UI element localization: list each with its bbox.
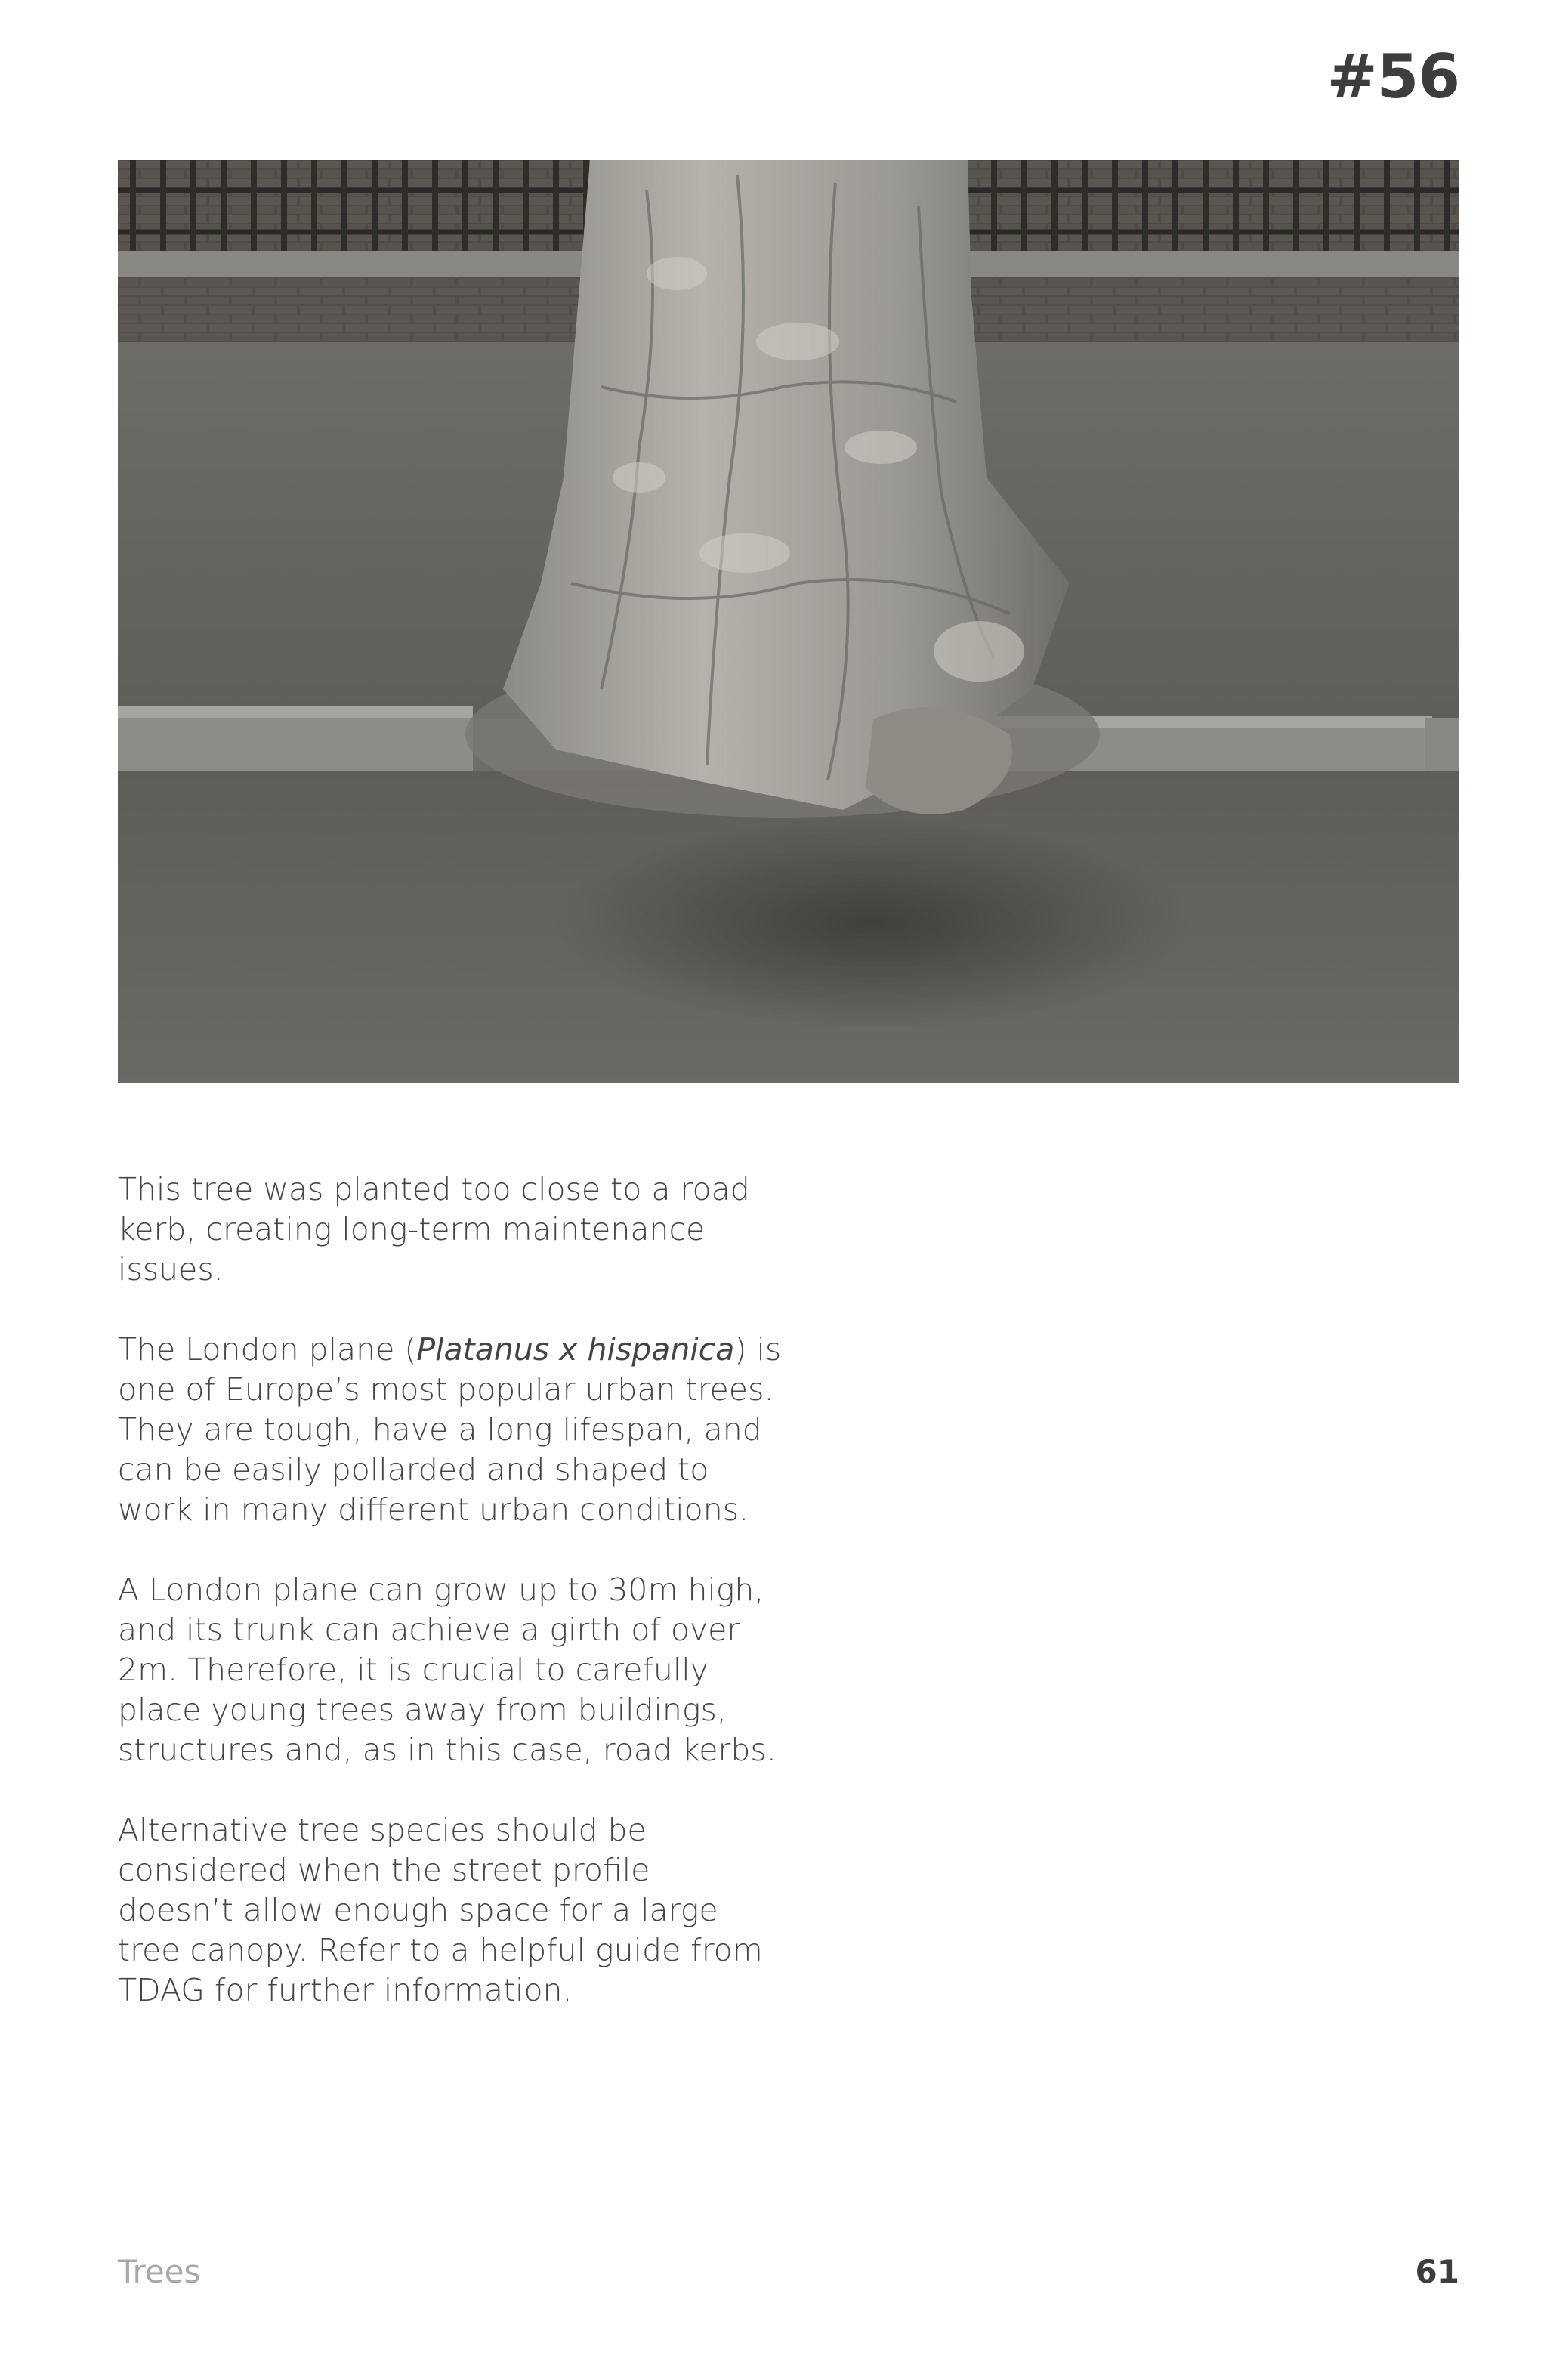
footer-page-number: 61 xyxy=(1415,2253,1459,2290)
entry-number: #56 xyxy=(1326,42,1459,112)
footer-section-title: Trees xyxy=(118,2253,201,2290)
paragraph-2 xyxy=(118,1330,783,1530)
tree-trunk-photo xyxy=(118,160,1459,1083)
paragraph-4: Alternative tree species should be considered when the street profile doesn’t allow enough space for a large tree canopy. Refer to a helpful guide from TDAG for further information. xyxy=(118,1812,763,2008)
species-latin-name: Platanus x hispanica xyxy=(416,1331,735,1368)
body-text xyxy=(118,1170,783,2051)
paragraph-2-start: The London plane ( xyxy=(118,1331,417,1368)
paragraph-2-end: ) is one of Europe’s most popular urban trees. They are tough, have a long lifespan, and can be easily pollarded and shaped to work in many different urban conditions. xyxy=(118,1331,782,1528)
photo-illustration xyxy=(118,160,1459,1083)
paragraph-1: This tree was planted too close to a road kerb, creating long-term maintenance issues. xyxy=(118,1171,750,1287)
paragraph-3: A London plane can grow up to 30m high, and its trunk can achieve a girth of over 2m. Therefore, it is crucial to carefully place young trees away from buildings, structures and, as in this case, road kerbs. xyxy=(118,1572,777,1768)
